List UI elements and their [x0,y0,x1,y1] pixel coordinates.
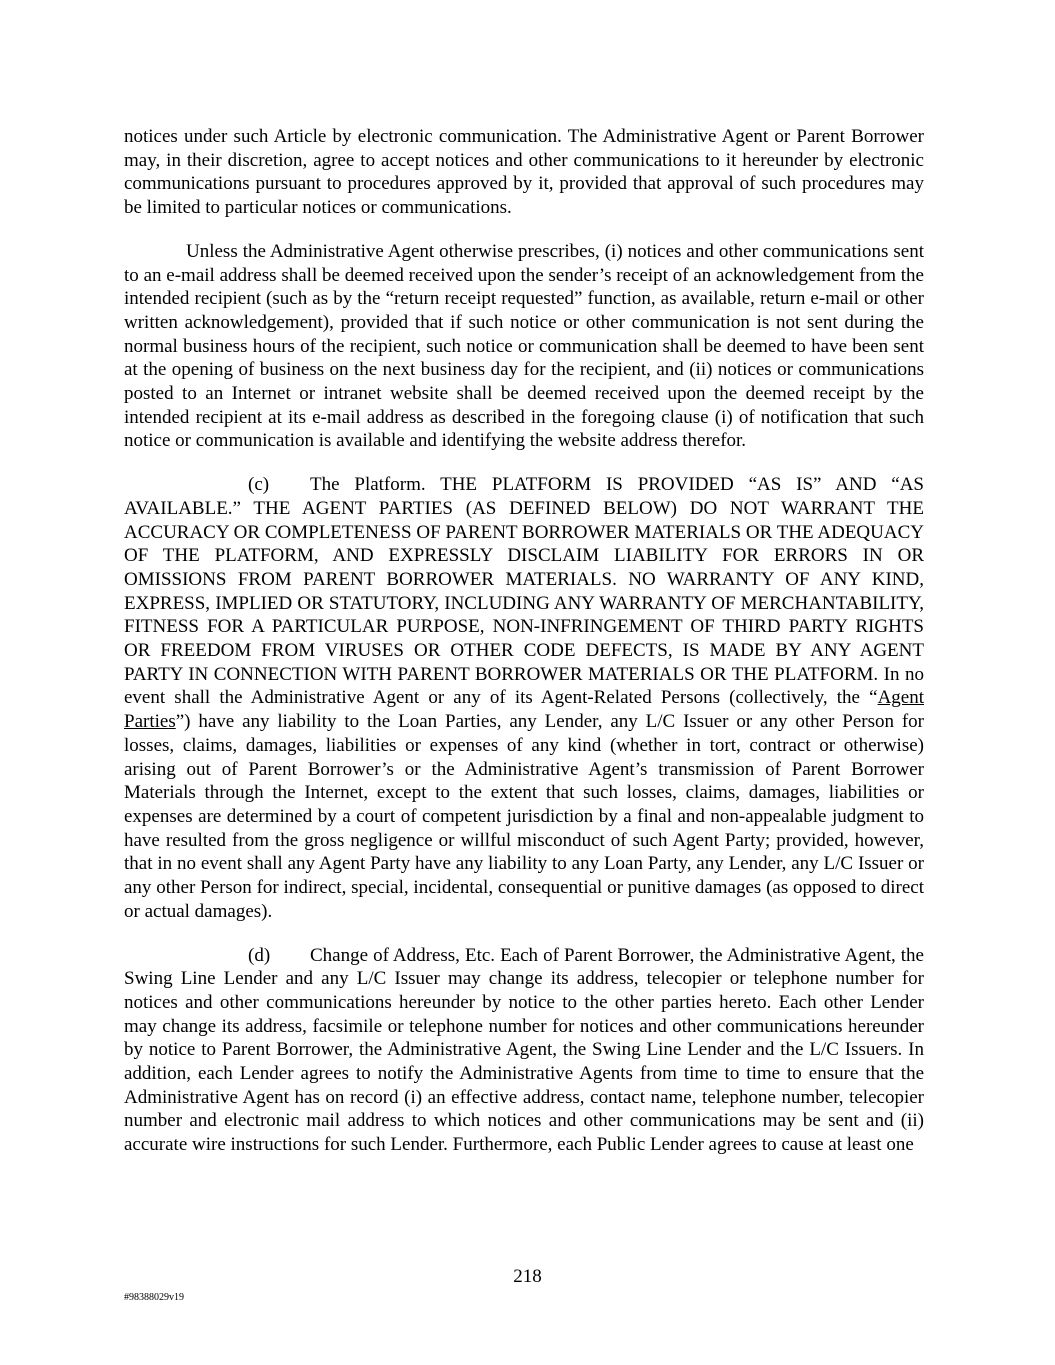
section-number: (c) [248,474,270,496]
defined-term-agent-parties: Agent Parties [124,687,924,733]
section-number: (d) [248,944,271,966]
page-number: 218 [513,1266,542,1287]
section-text-continued: ”) have any liability to the Loan Parties, any Lender, any L/C Issuer or any other Person for losses, claims, damages, liabilities or expenses of any kind (whether in tort, contract or otherwise) arising out of Parent Borrower’s or the Administrative Agent’s transmission of Parent Borrower Materials through the Internet, except to the extent that such losses, claims, damages, liabilities or expenses are determined by a court of competent jurisdiction by a final and non-appealable judgment to have resulted from the gross negligence or willful misconduct of such Agent Party; provided, however, that in no event shall any Agent Party have any liability to any Loan Party, any Lender, any L/C Issuer or any other Person for indirect, special, incidental, consequential or punitive damages (as opposed to direct or actual damages). [124,711,924,922]
body-text [124,125,924,1177]
section-c-the-platform [124,473,924,923]
paragraph-email-receipt: Unless the Administrative Agent otherwise prescribes, (i) notices and other communications sent to an e-mail address shall be deemed received upon the sender’s receipt of an acknowledgement from the intended recipient (such as by the “return receipt requested” function, as available, return e-mail or other written acknowledgement), provided that if such notice or other communication is not sent during the normal business hours of the recipient, such notice or communication shall be deemed to have been sent at the opening of business on the next business day for the recipient, and (ii) notices or communications posted to an Internet or intranet website shall be deemed received upon the deemed receipt by the intended recipient at its e-mail address as described in the foregoing clause (i) of notification that such notice or communication is available and identifying the website address therefor. [124,240,924,452]
document-id: #98388029v19 [124,1292,184,1303]
paragraph-electronic-notices: notices under such Article by electronic communication. The Administrative Agent or Parent Borrower may, in their discretion, agree to accept notices and other communications to it hereunder by electronic communications pursuant to procedures approved by it, provided that approval of such procedures may be limited to particular notices or communications. [124,126,924,219]
section-text: Change of Address, Etc. Each of Parent Borrower, the Administrative Agent, the Swing Line Lender and any L/C Issuer may change its address, telecopier or telephone number for notices and other communications hereunder by notice to the other parties hereto. Each other Lender may change its address, facsimile or telephone number for notices and other communications hereunder by notice to Parent Borrower, the Administrative Agent, the Swing Line Lender and the L/C Issuers. In addition, each Lender agrees to notify the Administrative Agents from time to time to ensure that the Administrative Agent has on record (i) an effective address, contact name, telephone number, telecopier number and electronic mail address to which notices and other communications may be sent and (ii) accurate wire instructions for such Lender. Furthermore, each Public Lender agrees to cause at least one [124,944,924,1156]
section-text: The Platform. THE PLATFORM IS PROVIDED “AS IS” AND “AS AVAILABLE.” THE AGENT PARTIES (AS DEFINED BELOW) DO NOT WARRANT THE ACCURACY OR COMPLETENESS OF PARENT BORROWER MATERIALS OR THE ADEQUACY OF THE PLATFORM, AND EXPRESSLY DISCLAIM LIABILITY FOR ERRORS IN OR OMISSIONS FROM PARENT BORROWER MATERIALS. NO WARRANTY OF ANY KIND, EXPRESS, IMPLIED OR STATUTORY, INCLUDING ANY WARRANTY OF MERCHANTABILITY, FITNESS FOR A PARTICULAR PURPOSE, NON-INFRINGEMENT OF THIRD PARTY RIGHTS OR FREEDOM FROM VIRUSES OR OTHER CODE DEFECTS, IS MADE BY ANY AGENT PARTY IN CONNECTION WITH PARENT BORROWER MATERIALS OR THE PLATFORM. In no event shall the Administrative Agent or any of its Agent-Related Persons (collectively, the “ [124,474,924,709]
section-d-change-of-address [124,944,924,1157]
